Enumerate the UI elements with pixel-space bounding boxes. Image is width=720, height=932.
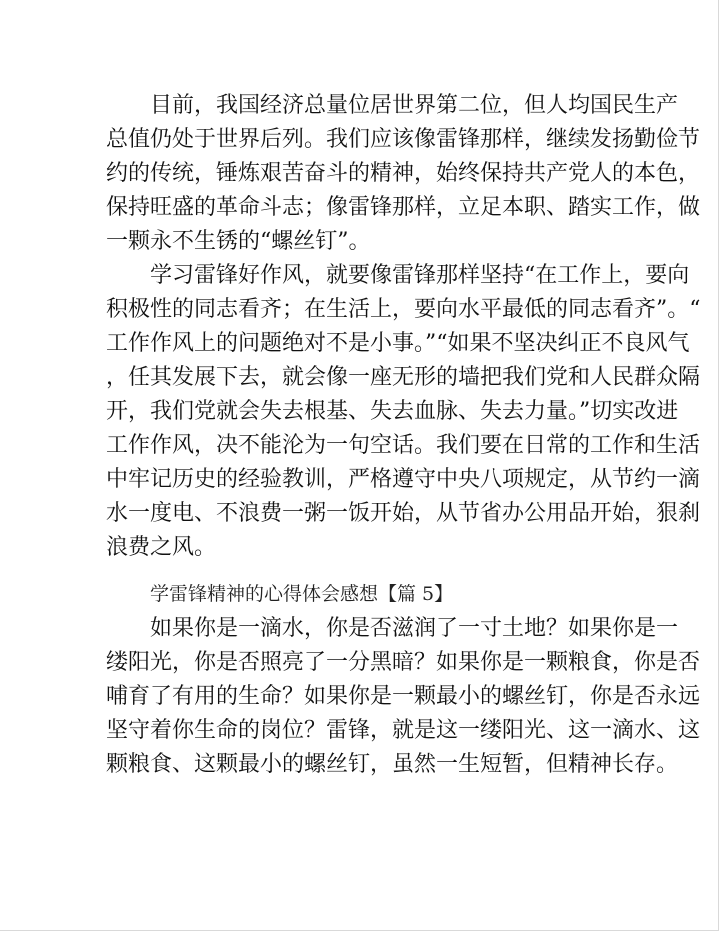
paragraph-1-line-3: 约的传统，锤炼艰苦奋斗的精神，始终保持共产党人的本色， [106,161,701,186]
paragraph-2-line-8: 水一度电、不浪费一粥一饭开始，从节省办公用品开始，狠刹 [106,501,701,526]
paragraph-3-line-4: 坚守着你生命的岗位？雷锋，就是这一缕阳光、这一滴水、这 [106,718,701,743]
paragraph-3-line-5: 颗粮食、这颗最小的螺丝钉，虽然一生短暂，但精神长存。 [106,752,679,777]
paragraph-2-line-7: 中牢记历史的经验教训，严格遵守中央八项规定，从节约一滴 [106,467,701,492]
paragraph-2-line-4: ，任其发展下去，就会像一座无形的墙把我们党和人民群众隔 [106,365,701,390]
section-heading: 学雷锋精神的心得体会感想【篇 5】 [150,583,454,605]
paragraph-2-line-1: 学习雷锋好作风，就要像雷锋那样坚持“在工作上，要向 [150,263,690,288]
paragraph-1-line-4: 保持旺盛的革命斗志；像雷锋那样，立足本职、踏实工作，做 [106,195,701,220]
paragraph-2-line-3: 工作作风上的问题绝对不是小事。”“如果不坚决纠正不良风气 [106,331,690,356]
paragraph-3-line-1: 如果你是一滴水，你是否滋润了一寸土地？如果你是一 [150,616,679,641]
paragraph-3-line-3: 哺育了有用的生命？如果你是一颗最小的螺丝钉，你是否永远 [106,684,701,709]
paragraph-2-line-5: 开，我们党就会失去根基、失去血脉、失去力量。”切实改进 [106,399,679,424]
paragraph-1-line-5: 一颗永不生锈的“螺丝钉”。 [106,229,371,254]
paragraph-1-line-1: 目前，我国经济总量位居世界第二位，但人均国民生产 [150,93,679,118]
paragraph-3-line-2: 缕阳光，你是否照亮了一分黑暗？如果你是一颗粮食，你是否 [106,650,701,675]
paragraph-2-line-2: 积极性的同志看齐；在生活上，要向水平最低的同志看齐”。“ [106,297,701,322]
paragraph-2-line-6: 工作作风，决不能沦为一句空话。我们要在日常的工作和生活 [106,433,701,458]
paragraph-1-line-2: 总值仍处于世界后列。我们应该像雷锋那样，继续发扬勤俭节 [106,127,701,152]
paragraph-2-line-9: 浪费之风。 [106,535,217,560]
